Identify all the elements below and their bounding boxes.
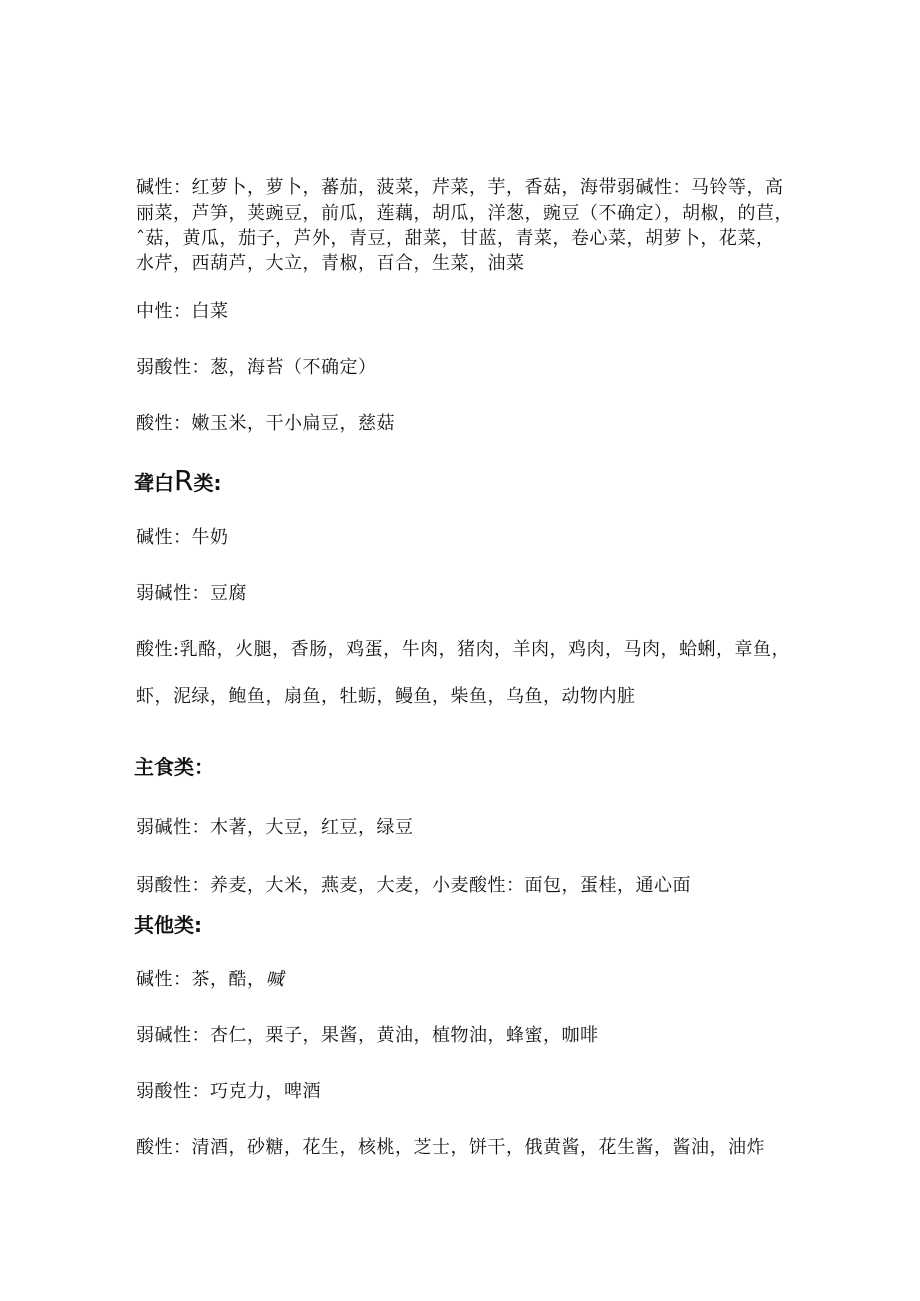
protein-acid-line-1: 酸性:乳酪，火腿，香肠，鸡蛋，牛肉，猪肉，羊肉，鸡肉，马肉，蛤蜊，章鱼， bbox=[136, 639, 791, 660]
staple-weak-acid-line: 弱酸性：养麦，大米，燕麦，大麦，小麦酸性：面包，蛋桂，通心面 bbox=[136, 875, 691, 896]
other-acid-line: 酸性：清酒，砂糖，花生，核桃，芝士，饼干，俄黄酱，花生酱，酱油，油炸 bbox=[136, 1137, 765, 1158]
other-alkaline-italic-text: 喊 bbox=[265, 969, 284, 990]
other-heading: 其他类: bbox=[134, 913, 202, 937]
protein-weak-alkaline-line: 弱碱性：豆腐 bbox=[136, 583, 247, 604]
vegetable-alkaline-line-3: ˆ菇，黄瓜，茄子，芦外，青豆，甜菜，甘蓝，青菜，卷心菜，胡萝卜，花菜， bbox=[136, 228, 775, 249]
other-weak-alkaline-line: 弱碱性：杏仁，栗子，果酱，黄油，植物油，蜂蜜，咖啡 bbox=[136, 1025, 599, 1046]
staple-weak-alkaline-line: 弱碱性：木著，大豆，红豆，绿豆 bbox=[136, 817, 414, 838]
staple-heading: 主食类： bbox=[134, 755, 214, 779]
protein-heading-prefix: 聋白 bbox=[134, 471, 174, 495]
protein-heading bbox=[134, 464, 222, 497]
protein-alkaline-line: 碱性：牛奶 bbox=[136, 527, 229, 548]
vegetable-alkaline-line-1: 碱性：红萝卜，萝卜，蕃茄，菠菜，芹菜，芋，香菇，海带弱碱性：马铃等，高 bbox=[136, 177, 784, 198]
other-weak-acid-line: 弱酸性：巧克力，啤酒 bbox=[136, 1081, 321, 1102]
other-alkaline-text: 碱性：茶，酷， bbox=[136, 969, 266, 990]
vegetable-alkaline-line-2: 丽菜，芦笋，荚豌豆，前瓜，莲藕，胡瓜，洋葱，豌豆（不确定），胡椒，的苣， bbox=[136, 203, 793, 224]
vegetable-weak-acid-line: 弱酸性：葱，海苔（不确定） bbox=[136, 357, 377, 378]
other-alkaline-line bbox=[136, 968, 284, 992]
vegetable-neutral-line: 中性：白菜 bbox=[136, 301, 229, 322]
vegetable-alkaline-line-4: 水芹，西葫芦，大立，青椒，百合，生菜，油菜 bbox=[136, 253, 525, 274]
protein-heading-letter: R bbox=[174, 464, 194, 497]
protein-acid-line-2: 虾，泥绿，鲍鱼，扇鱼，牡蛎，鳗鱼，柴鱼，乌鱼，动物内脏 bbox=[136, 686, 636, 707]
protein-heading-suffix: 类: bbox=[193, 471, 222, 495]
vegetable-acid-line: 酸性：嫩玉米，干小扁豆，慈菇 bbox=[136, 413, 395, 434]
